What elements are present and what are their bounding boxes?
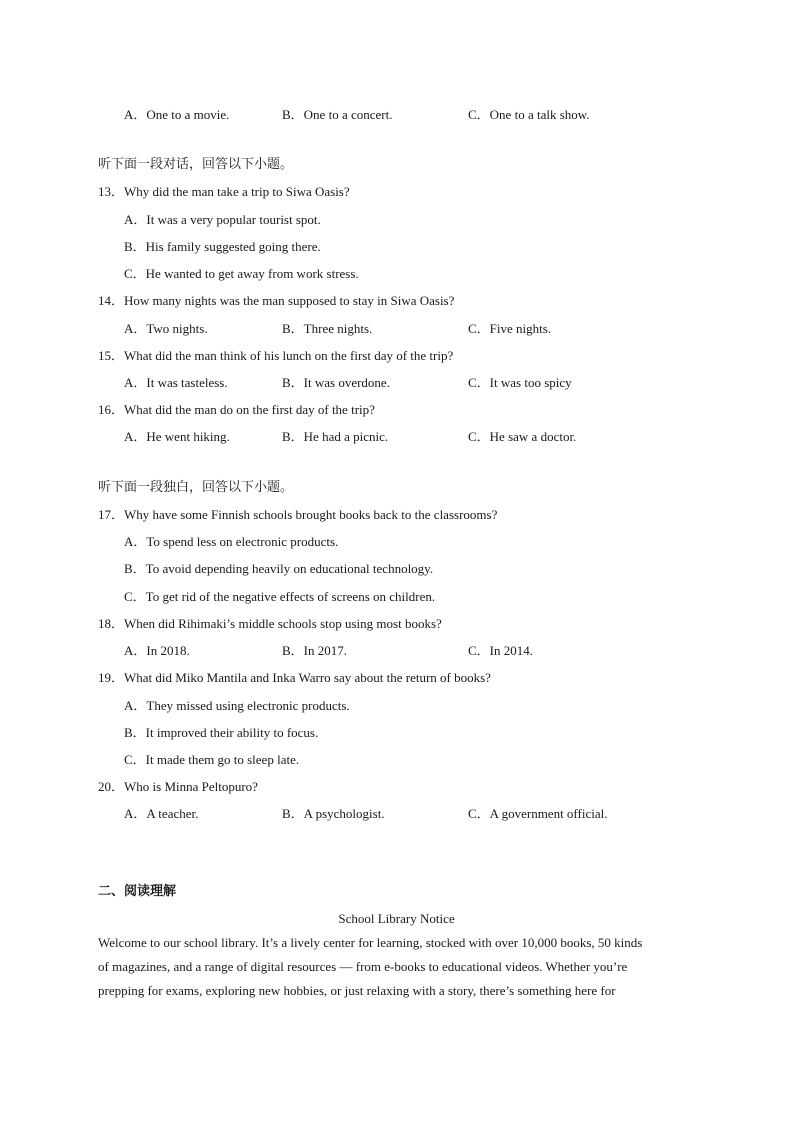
q16-option-b: B．He had a picnic.	[282, 429, 389, 444]
q17-option-a: A．To spend less on electronic products.	[124, 534, 339, 549]
notice-title: School Library Notice	[338, 911, 455, 926]
notice-paragraph-line-2: of magazines, and a range of digital resources — from e-books to educational videos. Whether you’re	[98, 959, 628, 974]
monologue-instruction: 听下面一段独白，回答以下小题。	[98, 480, 294, 495]
q14-option-b: B．Three nights.	[282, 321, 373, 336]
q14-stem: 14．How many nights was the man supposed to stay in Siwa Oasis?	[98, 293, 455, 308]
q19-option-c: C．It made them go to sleep late.	[124, 752, 300, 767]
q17-option-c: C．To get rid of the negative effects of screens on children.	[124, 589, 436, 604]
q18-stem: 18．When did Rihimaki’s middle schools stop using most books?	[98, 616, 442, 631]
q12-option-c: C．One to a talk show.	[468, 107, 590, 122]
q16-option-c: C．He saw a doctor.	[468, 429, 577, 444]
q19-stem: 19．What did Miko Mantila and Inka Warro say about the return of books?	[98, 670, 491, 685]
q20-stem: 20．Who is Minna Peltopuro?	[98, 779, 258, 794]
q16-stem: 16．What did the man do on the first day of the trip?	[98, 402, 375, 417]
q14-option-a: A．Two nights.	[124, 321, 208, 336]
q16-option-a: A．He went hiking.	[124, 429, 230, 444]
q12-option-a: A．One to a movie.	[124, 107, 230, 122]
section-heading-reading: 二、阅读理解	[98, 884, 177, 899]
notice-paragraph-line-3: prepping for exams, exploring new hobbies, or just relaxing with a story, there’s something here for	[98, 983, 616, 998]
q12-option-b: B．One to a concert.	[282, 107, 393, 122]
q17-option-b: B．To avoid depending heavily on educational technology.	[124, 561, 434, 576]
q15-stem: 15．What did the man think of his lunch on the first day of the trip?	[98, 348, 454, 363]
q19-option-a: A．They missed using electronic products.	[124, 698, 350, 713]
q19-option-b: B．It improved their ability to focus.	[124, 725, 319, 740]
q15-option-c: C．It was too spicy	[468, 375, 572, 390]
q18-option-b: B．In 2017.	[282, 643, 348, 658]
dialogue-instruction: 听下面一段对话，回答以下小题。	[98, 157, 294, 172]
q20-option-c: C．A government official.	[468, 806, 608, 821]
q18-option-c: C．In 2014.	[468, 643, 534, 658]
q14-option-c: C．Five nights.	[468, 321, 552, 336]
q15-option-a: A．It was tasteless.	[124, 375, 228, 390]
notice-paragraph-line-1: Welcome to our school library. It’s a lively center for learning, stocked with over 10,000 books, 50 kinds	[98, 935, 643, 950]
q18-option-a: A．In 2018.	[124, 643, 190, 658]
q17-stem: 17．Why have some Finnish schools brought books back to the classrooms?	[98, 507, 498, 522]
q13-stem: 13．Why did the man take a trip to Siwa Oasis?	[98, 184, 350, 199]
q13-option-b: B．His family suggested going there.	[124, 239, 321, 254]
q20-option-a: A．A teacher.	[124, 806, 199, 821]
q20-option-b: B．A psychologist.	[282, 806, 385, 821]
q13-option-c: C．He wanted to get away from work stress.	[124, 266, 359, 281]
q13-option-a: A．It was a very popular tourist spot.	[124, 212, 321, 227]
q15-option-b: B．It was overdone.	[282, 375, 390, 390]
